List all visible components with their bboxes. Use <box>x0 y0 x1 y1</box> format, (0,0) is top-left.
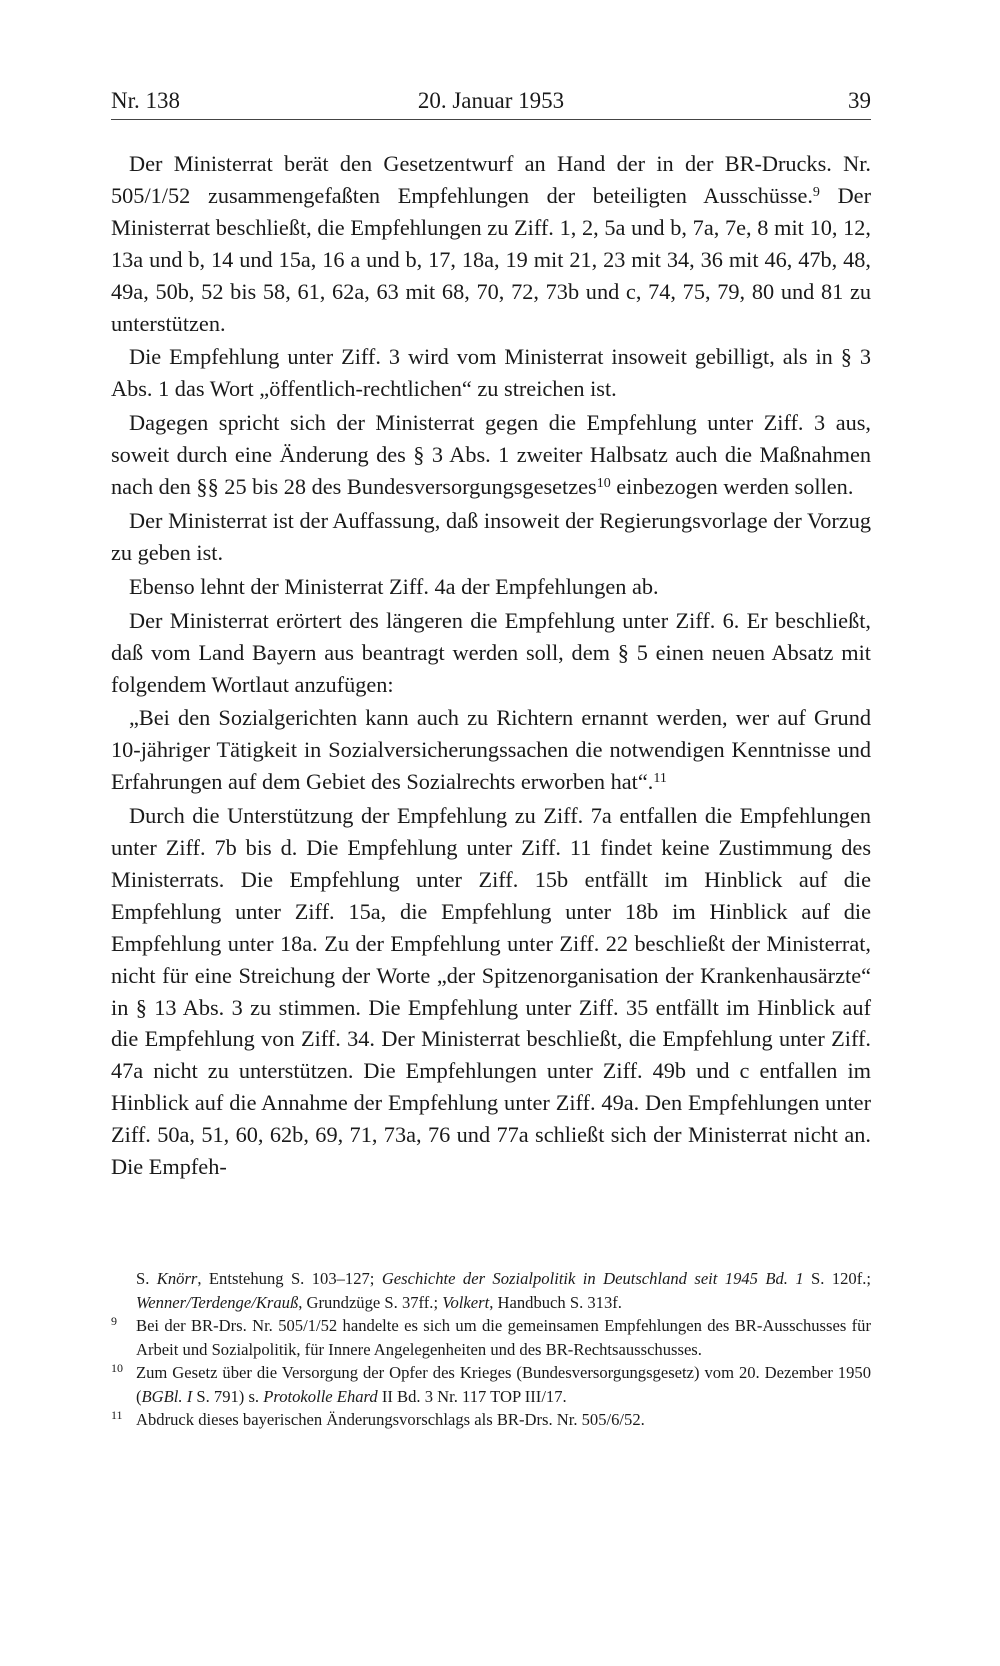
footnote-ref-10: 10 <box>596 476 611 492</box>
footnote-9 <box>111 1314 871 1361</box>
paragraph <box>111 605 871 701</box>
footnote-number: 9 <box>111 1314 117 1328</box>
paragraph-text: Dagegen spricht sich der Ministerrat gegen die Empfehlung unter Ziff. 3 aus, soweit durch eine Änderung des § 3 Abs. 1 zweiter Halbsatz auch die Maßnahmen nach den §§ 25 bis 28 des Bundesversorgungsgesetzes <box>111 410 871 500</box>
footnote-text: II Bd. 3 Nr. 117 TOP III/17. <box>377 1386 567 1406</box>
paragraph-text: Durch die Unterstützung der Empfehlung zu Ziff. 7a entfallen die Empfehlungen unter Ziff. 7b bis d. Die Empfehlung unter Ziff. 11 findet keine Zustimmung des Ministerrats. Die Empfehlung unter Ziff. 15b entfällt im Hinblick auf die Empfehlung unter Ziff. 15a, die Empfehlung unter 18b im Hinblick auf die Empfehlung unter 18a. Zu der Empfehlung unter Ziff. 22 beschließt der Ministerrat, nicht für eine Streichung der Worte „der Spitzenorganisation der Krankenhausärzte“ in § 13 Abs. 3 zu stimmen. Die Empfehlung unter Ziff. 35 entfällt im Hinblick auf die Empfehlung von Ziff. 34. Der Ministerrat beschließt, die Empfehlung unter Ziff. 47a nicht zu unterstützen. Die Empfehlungen unter Ziff. 49b und c entfallen im Hinblick auf die Annahme der Empfehlung unter Ziff. 49a. Den Empfehlungen unter Ziff. 50a, 51, 60, 62b, 69, 71, 73a, 76 und 77a schließt sich der Ministerrat nicht an. Die Empfeh- <box>111 803 871 1180</box>
running-head <box>111 84 871 118</box>
document-number: Nr. 138 <box>111 88 180 113</box>
paragraph-text: Die Empfehlung unter Ziff. 3 wird vom Ministerrat insoweit gebilligt, als in § 3 Abs. 1 das Wort „öffentlich-rechtlichen“ zu streichen ist. <box>111 344 871 402</box>
paragraph-text: einbezogen werden sollen. <box>610 474 854 500</box>
paragraph-text: „Bei den Sozialgerichten kann auch zu Richtern ernannt werden, wer auf Grund 10-jähriger Tätigkeit in Sozialversicherungssachen die notwendigen Kenntnisse und Erfahrungen auf dem Gebiet des Sozialrechts erworben hat“. <box>111 705 871 795</box>
footnote-text: , Handbuch S. 313f. <box>489 1292 622 1312</box>
paragraph <box>111 571 871 603</box>
footnotes <box>111 1267 871 1432</box>
author-name: Volkert <box>442 1292 490 1312</box>
paragraph <box>111 148 871 339</box>
source-title: BGBl. I <box>141 1386 193 1406</box>
paragraph-text: Ebenso lehnt der Ministerrat Ziff. 4a der Empfehlungen ab. <box>129 573 659 599</box>
paragraph-text: Der Ministerrat ist der Auffassung, daß insoweit der Regierungsvorlage der Vorzug zu geben ist. <box>111 507 871 565</box>
footnote-text: Zum Gesetz über die Versorgung der Opfer des Krieges (Bundesversorgungsgesetz) vom 20. Dezember 1950 ( <box>136 1363 871 1406</box>
footnote-text: , Grundzüge S. 37ff.; <box>298 1292 443 1312</box>
footnote-text: S. 120f.; <box>803 1269 871 1288</box>
footnote-text: Bei der BR-Drs. Nr. 505/1/52 handelte es sich um die gemeinsamen Empfehlungen des BR-Ausschusses für Arbeit und Sozialpolitik, für Innere Angelegenheiten und des BR-Rechtsausschusses. <box>136 1316 871 1359</box>
footnote-text: S. 791) s. <box>192 1386 264 1406</box>
footnote-text: Abdruck dieses bayerischen Änderungsvorschlags als BR-Drs. Nr. 505/6/52. <box>136 1410 645 1429</box>
quoted-paragraph <box>111 702 871 798</box>
paragraph <box>111 505 871 569</box>
footnote-10 <box>111 1361 871 1408</box>
footnote-11 <box>111 1408 871 1432</box>
paragraph-text: Der Ministerrat beschließt, die Empfehlungen zu Ziff. 1, 2, 5a und b, 7a, 7e, 8 mit 10, 12, 13a und b, 14 und 15a, 16 a und b, 17, 18a, 19 mit 21, 23 mit 34, 36 mit 46, 47b, 48, 49a, 50b, 52 bis 58, 61, 62a, 63 mit 68, 70, 72, 73b und c, 74, 75, 79, 80 und 81 zu unterstützen. <box>111 182 872 336</box>
footnote-text: S. <box>136 1269 157 1288</box>
source-title: Protokolle Ehard <box>263 1386 378 1406</box>
footnote-number: 11 <box>111 1408 123 1422</box>
page-number: 39 <box>848 88 871 113</box>
main-text <box>111 148 871 1183</box>
paragraph <box>111 800 871 1183</box>
header-rule <box>111 119 871 120</box>
author-name: Knörr <box>156 1269 198 1288</box>
footnote-continuation <box>111 1267 871 1314</box>
paragraph <box>111 407 871 503</box>
work-title: Geschichte der Sozialpolitik in Deutschland seit 1945 Bd. 1 <box>381 1269 804 1288</box>
footnote-ref-11: 11 <box>653 771 667 787</box>
footnote-number: 10 <box>111 1361 123 1375</box>
footnote-text: , Entstehung S. 103–127; <box>197 1269 382 1288</box>
paragraph-text: Der Ministerrat berät den Gesetzentwurf an Hand der in der BR-Drucks. Nr. 505/1/52 zusammengefaßten Empfehlungen der beteiligten Ausschüsse. <box>111 151 871 208</box>
session-date: 20. Januar 1953 <box>417 88 565 113</box>
paragraph-text: Der Ministerrat erörtert des längeren die Empfehlung unter Ziff. 6. Er beschließt, daß vom Land Bayern aus beantragt werden soll, dem § 5 einen neuen Absatz mit folgendem Wortlaut anzufügen: <box>111 607 871 697</box>
footnote-ref-9: 9 <box>812 184 820 200</box>
paragraph <box>111 341 871 405</box>
author-name: Wenner/Terdenge/Krauß <box>136 1292 299 1312</box>
